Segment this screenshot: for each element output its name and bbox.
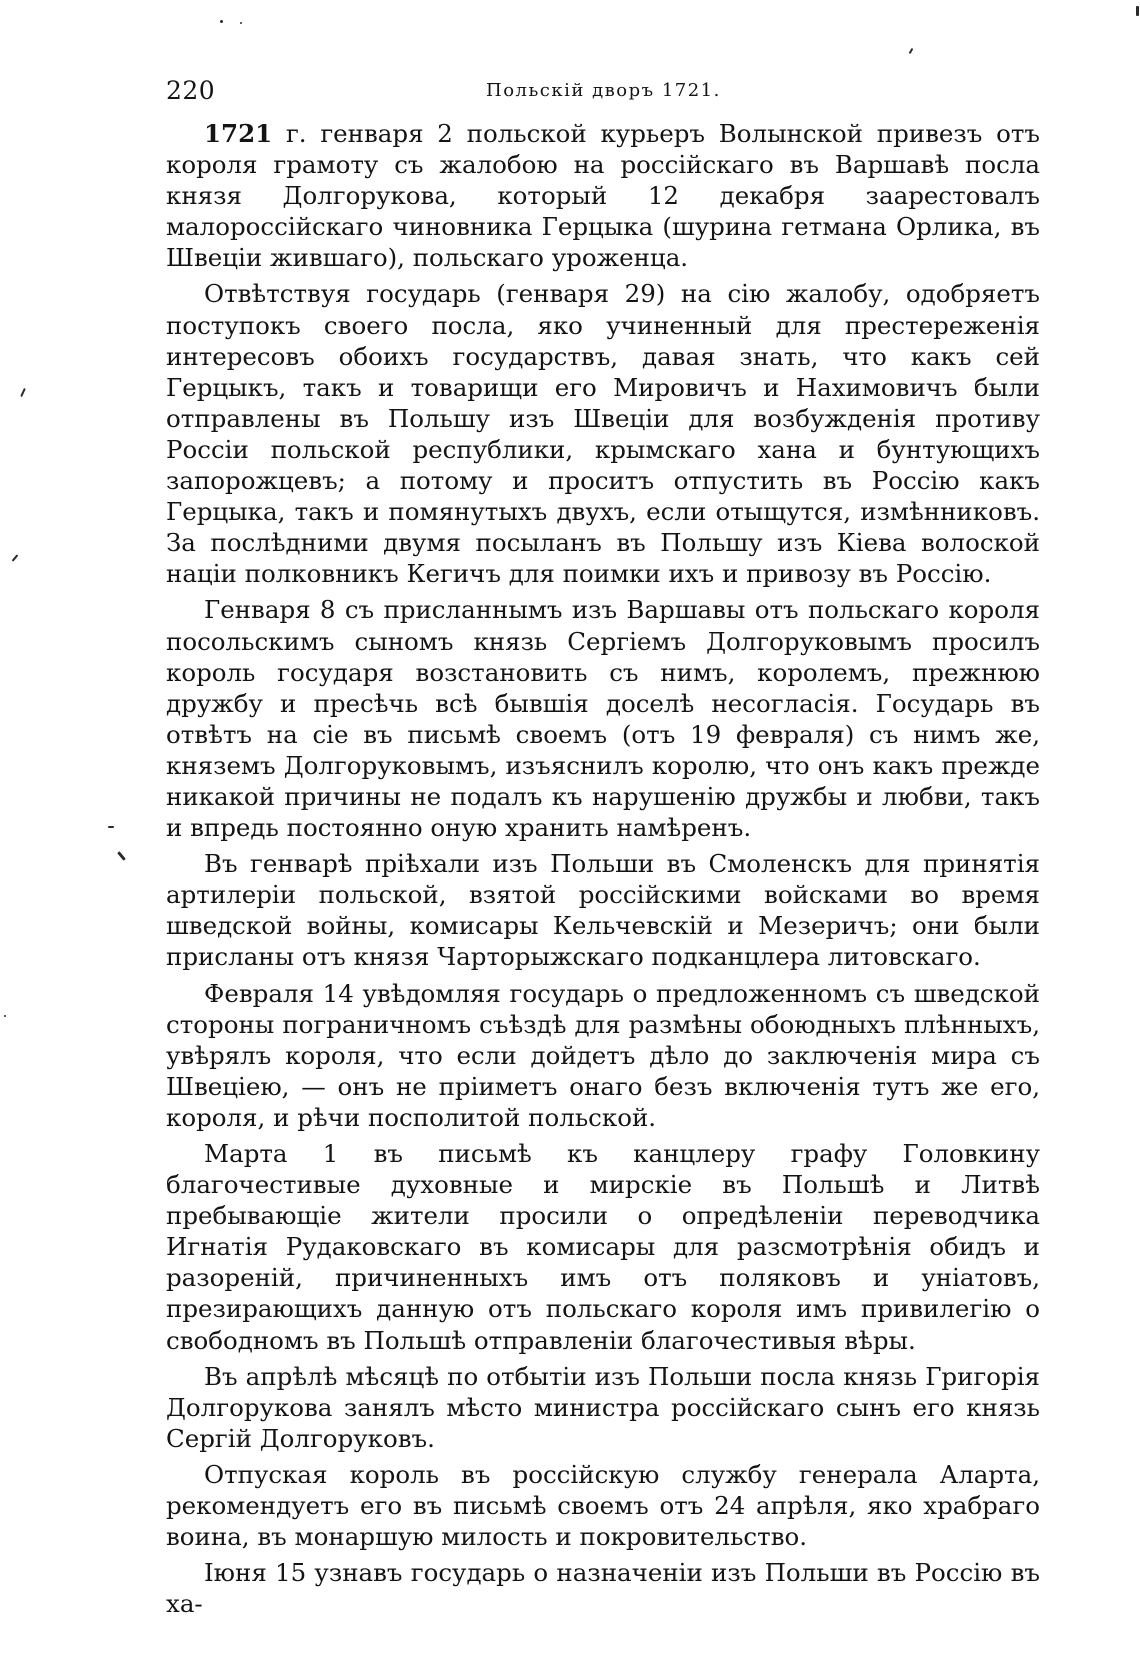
paragraph-8 (166, 1459, 1040, 1552)
paragraph-7 (166, 1361, 1040, 1454)
paragraph-8-text: Отпуская король въ россійскую службу генерала Аларта, рекомендуетъ его въ письмѣ своемъ отъ 24 апрѣля, яко храбраго воина, въ монаршую милость и покровительство. (166, 1459, 1040, 1552)
scan-speck (108, 826, 114, 828)
paragraph-3 (166, 594, 1040, 843)
paragraph-2 (166, 278, 1040, 589)
paragraph-9-text: Іюня 15 узнавъ государь о назначеніи изъ Польши въ Россію въ ха- (166, 1558, 1040, 1619)
scan-speck (1136, 6, 1139, 16)
paragraph-9 (166, 1557, 1040, 1619)
paragraph-7-text: Въ апрѣлѣ мѣсяцѣ по отбытіи изъ Польши посла князь Григорія Долгорукова занялъ мѣсто министра россійскаго сынъ его князь Сергій Долгоруковъ. (166, 1361, 1040, 1453)
paragraph-5-text: Февраля 14 увѣдомляя государь о предложенномъ съ шведской стороны пограничномъ съѣздѣ для размѣны обоюдныхъ плѣнныхъ, увѣрялъ короля, что если дойдетъ дѣло до заключенія мира съ Швеціею, — онъ не пріиметъ онаго безъ включенія тутъ же его, короля, и рѣчи посполитой польской. (166, 978, 1040, 1132)
paragraph-4-text: Въ генварѣ пріѣхали изъ Польши въ Смоленскъ для принятія артилеріи польской, взятой россійскими войсками во время шведской войны, комисары Кельчевскій и Мезеричъ; они были присланы отъ князя Чарторыжскаго подканцлера литовскаго. (166, 849, 1040, 972)
scan-speck (240, 22, 242, 24)
page-number: 220 (166, 76, 216, 105)
paragraph-3-text: Генваря 8 съ присланнымъ изъ Варшавы отъ польскаго короля посольскимъ сыномъ князь Сергіемъ Долгоруковымъ просилъ король государя возстановить съ нимъ, королемъ, прежнюю дружбу и пресѣчь всѣ бывшія доселѣ несогласія. Государь въ отвѣтъ на сіе въ письмѣ своемъ (отъ 19 февраля) съ нимъ же, княземъ Долгоруковымъ, изъяснилъ королю, что онъ какъ прежде никакой причины не подалъ къ нарушенію дружбы и любви, такъ и впредь постоянно оную хранить намѣренъ. (166, 595, 1040, 843)
scan-speck (117, 851, 126, 861)
paragraph-5 (166, 978, 1040, 1133)
scan-speck (4, 1015, 6, 1017)
text-body (166, 118, 1040, 1624)
scan-speck (12, 554, 19, 561)
paragraph-1-text: г. генваря 2 польской курьеръ Волынской привезъ отъ короля грамоту съ жалобою на россійскаго въ Варшавѣ посла князя Долгорукова, который 12 декабря заарестовалъ малороссійскаго чиновника Герцыка (шурина гетмана Орлика, въ Швеціи жившаго), польскаго уроженца. (166, 119, 1040, 273)
paragraph-6 (166, 1138, 1040, 1356)
scan-speck (20, 388, 26, 397)
scan-speck (220, 20, 223, 23)
running-title: Польскій дворъ 1721. (486, 80, 721, 101)
paragraph-4 (166, 848, 1040, 972)
paragraph-1 (166, 118, 1040, 273)
running-head (166, 76, 1040, 110)
scan-speck (909, 48, 914, 54)
year-lead: 1721 (204, 119, 273, 148)
paragraph-2-text: Отвѣтствуя государь (генваря 29) на сію жалобу, одобряетъ поступокъ своего посла, яко учиненный для престереженія интересовъ обоихъ государствъ, давая знать, что какъ сей Герцыкъ, такъ и товарищи его Мировичъ и Нахимовичъ были отправлены въ Польшу изъ Швеціи для возбужденія противу Россіи польской республики, крымскаго хана и бунтующихъ запорожцевъ; а потому и проситъ отпустить въ Россію какъ Герцыка, такъ и помянутыхъ двухъ, если отыщутся, измѣнниковъ. За послѣдними двумя посыланъ въ Польшу изъ Кіева волоской націи полковникъ Кегичъ для поимки ихъ и привозу въ Россію. (166, 279, 1040, 589)
paragraph-6-text: Марта 1 въ письмѣ къ канцлеру графу Головкину благочестивые духовные и мирскіе въ Польшѣ и Литвѣ пребывающіе жители просили о опредѣленіи переводчика Игнатія Рудаковскаго въ комисары для разсмотрѣнія обидъ и разореній, причиненныхъ имъ отъ поляковъ и уніатовъ, презирающихъ данную отъ польскаго короля имъ привилегію о свободномъ въ Польшѣ отправленіи благочестивыя вѣры. (166, 1139, 1040, 1355)
